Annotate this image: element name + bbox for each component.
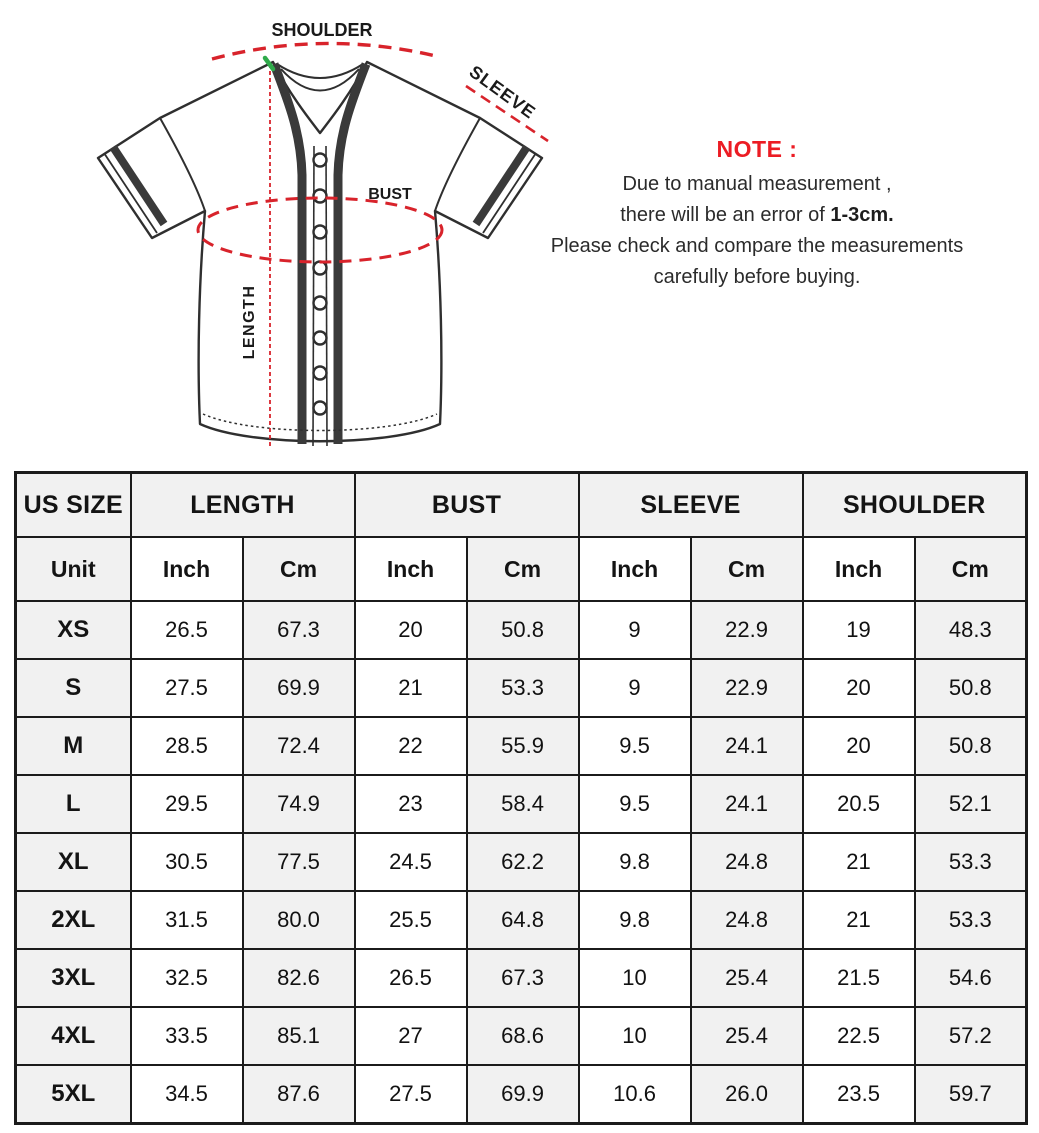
value-cell: 62.2 — [467, 833, 579, 891]
value-cell: 26.5 — [131, 601, 243, 659]
value-cell: 9 — [579, 659, 691, 717]
table-row-5xl — [16, 1065, 1027, 1123]
value-cell: 69.9 — [243, 659, 355, 717]
value-cell: 24.1 — [691, 717, 803, 775]
value-cell: 69.9 — [467, 1065, 579, 1123]
value-cell: 9.8 — [579, 891, 691, 949]
value-cell: 31.5 — [131, 891, 243, 949]
value-cell: 72.4 — [243, 717, 355, 775]
value-cell: 64.8 — [467, 891, 579, 949]
value-cell: 19 — [803, 601, 915, 659]
value-cell: 67.3 — [467, 949, 579, 1007]
value-cell: 52.1 — [915, 775, 1027, 833]
value-cell: 27.5 — [355, 1065, 467, 1123]
value-cell: 28.5 — [131, 717, 243, 775]
table-group-header-row — [16, 473, 1027, 538]
value-cell: 53.3 — [915, 833, 1027, 891]
measurement-diagram-section — [0, 0, 1039, 470]
col-header-sleeve: SLEEVE — [579, 473, 803, 538]
value-cell: 25.4 — [691, 949, 803, 1007]
value-cell: 77.5 — [243, 833, 355, 891]
value-cell: 10 — [579, 949, 691, 1007]
note-line-4: carefully before buying. — [653, 266, 861, 288]
value-cell: 34.5 — [131, 1065, 243, 1123]
value-cell: 32.5 — [131, 949, 243, 1007]
size-label-cell: S — [16, 659, 131, 717]
shoulder-measure-arc — [212, 43, 440, 59]
value-cell: 9.5 — [579, 717, 691, 775]
placket-right-edge — [326, 146, 327, 446]
value-cell: 25.5 — [355, 891, 467, 949]
value-cell: 55.9 — [467, 717, 579, 775]
value-cell: 54.6 — [915, 949, 1027, 1007]
value-cell: 27 — [355, 1007, 467, 1065]
value-cell: 24.5 — [355, 833, 467, 891]
value-cell: 23 — [355, 775, 467, 833]
value-cell: 20.5 — [803, 775, 915, 833]
note-line-3: Please check and compare the measurements — [550, 235, 964, 257]
jersey-outline — [98, 62, 542, 441]
value-cell: 30.5 — [131, 833, 243, 891]
value-cell: 82.6 — [243, 949, 355, 1007]
table-row-3xl — [16, 949, 1027, 1007]
unit-header: Unit — [16, 537, 131, 601]
bust-label: BUST — [368, 186, 412, 203]
value-cell: 33.5 — [131, 1007, 243, 1065]
size-label-cell: L — [16, 775, 131, 833]
size-label-cell: XL — [16, 833, 131, 891]
value-cell: 20 — [803, 659, 915, 717]
placket-left-edge — [313, 146, 314, 446]
shoulder-label: SHOULDER — [271, 20, 373, 40]
value-cell: 21.5 — [803, 949, 915, 1007]
value-cell: 20 — [355, 601, 467, 659]
value-cell: 59.7 — [915, 1065, 1027, 1123]
note-block — [528, 136, 986, 293]
value-cell: 22.9 — [691, 659, 803, 717]
back-collar-line — [277, 64, 363, 78]
col-header-bust: BUST — [355, 473, 579, 538]
unit-inch: Inch — [131, 537, 243, 601]
value-cell: 50.8 — [915, 659, 1027, 717]
value-cell: 29.5 — [131, 775, 243, 833]
unit-inch: Inch — [803, 537, 915, 601]
unit-cm: Cm — [243, 537, 355, 601]
value-cell: 67.3 — [243, 601, 355, 659]
value-cell: 24.8 — [691, 833, 803, 891]
col-header-shoulder: SHOULDER — [803, 473, 1027, 538]
unit-cm: Cm — [915, 537, 1027, 601]
note-title: NOTE : — [716, 136, 798, 162]
col-header-us-size: US SIZE — [16, 473, 131, 538]
size-label-cell: 4XL — [16, 1007, 131, 1065]
value-cell: 50.8 — [467, 601, 579, 659]
value-cell: 10.6 — [579, 1065, 691, 1123]
value-cell: 53.3 — [915, 891, 1027, 949]
size-chart-table — [14, 471, 1028, 1125]
value-cell: 9 — [579, 601, 691, 659]
size-label-cell: 2XL — [16, 891, 131, 949]
value-cell: 26.5 — [355, 949, 467, 1007]
table-row-m — [16, 717, 1027, 775]
table-row-4xl — [16, 1007, 1027, 1065]
value-cell: 9.5 — [579, 775, 691, 833]
value-cell: 53.3 — [467, 659, 579, 717]
value-cell: 27.5 — [131, 659, 243, 717]
value-cell: 24.1 — [691, 775, 803, 833]
sleeve-label: SLEEVE — [465, 61, 540, 123]
value-cell: 22.9 — [691, 601, 803, 659]
value-cell: 21 — [803, 891, 915, 949]
value-cell: 58.4 — [467, 775, 579, 833]
value-cell: 26.0 — [691, 1065, 803, 1123]
table-row-s — [16, 659, 1027, 717]
value-cell: 74.9 — [243, 775, 355, 833]
note-line-2-bold: 1-3cm. — [830, 204, 894, 226]
col-header-length: LENGTH — [131, 473, 355, 538]
value-cell: 10 — [579, 1007, 691, 1065]
note-line-1: Due to manual measurement , — [622, 173, 892, 195]
table-row-xs — [16, 601, 1027, 659]
table-row-l — [16, 775, 1027, 833]
value-cell: 25.4 — [691, 1007, 803, 1065]
value-cell: 9.8 — [579, 833, 691, 891]
value-cell: 24.8 — [691, 891, 803, 949]
value-cell: 87.6 — [243, 1065, 355, 1123]
length-label: LENGTH — [241, 284, 258, 360]
unit-cm: Cm — [691, 537, 803, 601]
size-label-cell: 3XL — [16, 949, 131, 1007]
value-cell: 68.6 — [467, 1007, 579, 1065]
value-cell: 22.5 — [803, 1007, 915, 1065]
value-cell: 57.2 — [915, 1007, 1027, 1065]
table-row-2xl — [16, 891, 1027, 949]
value-cell: 85.1 — [243, 1007, 355, 1065]
value-cell: 50.8 — [915, 717, 1027, 775]
value-cell: 22 — [355, 717, 467, 775]
size-label-cell: M — [16, 717, 131, 775]
value-cell: 80.0 — [243, 891, 355, 949]
size-label-cell: XS — [16, 601, 131, 659]
note-line-2-text: there will be an error of — [620, 204, 831, 226]
unit-inch: Inch — [355, 537, 467, 601]
value-cell: 23.5 — [803, 1065, 915, 1123]
table-unit-row — [16, 537, 1027, 601]
table-row-xl — [16, 833, 1027, 891]
note-line-2 — [528, 200, 986, 231]
value-cell: 21 — [355, 659, 467, 717]
value-cell: 20 — [803, 717, 915, 775]
unit-cm: Cm — [467, 537, 579, 601]
size-label-cell: 5XL — [16, 1065, 131, 1123]
value-cell: 21 — [803, 833, 915, 891]
unit-inch: Inch — [579, 537, 691, 601]
value-cell: 48.3 — [915, 601, 1027, 659]
